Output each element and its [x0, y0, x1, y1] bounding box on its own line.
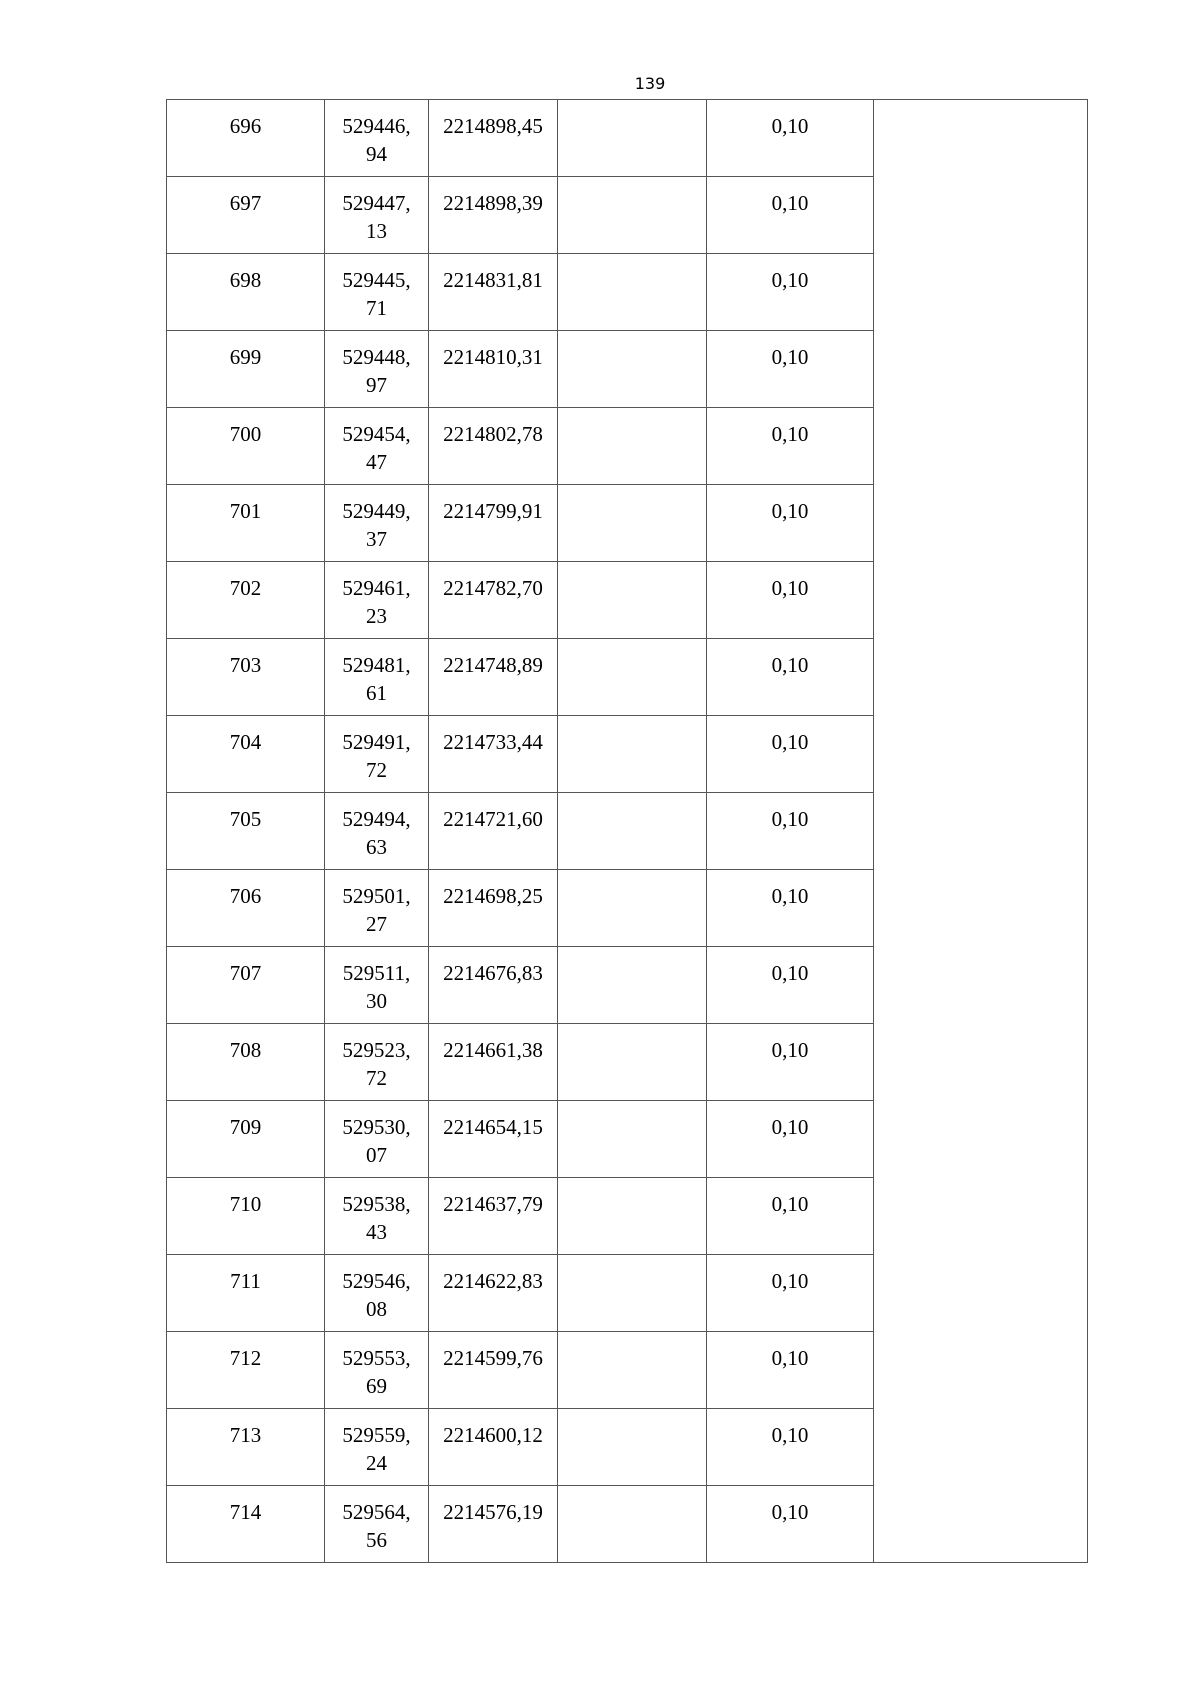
point-number-cell	[167, 1255, 325, 1332]
empty-value	[558, 947, 706, 959]
x-coordinate-fraction: 47	[366, 450, 387, 474]
point-number: 708	[229, 1038, 262, 1062]
x-coordinate-cell	[325, 254, 429, 331]
page-number: 139	[634, 74, 666, 93]
point-number: 713	[229, 1423, 262, 1447]
point-number-cell	[167, 870, 325, 947]
x-coordinate-cell	[325, 947, 429, 1024]
empty-cell	[558, 1486, 707, 1563]
accuracy-value: 0,10	[771, 807, 809, 831]
x-coordinate-cell	[325, 485, 429, 562]
table-row	[167, 485, 1088, 562]
x-coordinate-fraction: 27	[366, 912, 387, 936]
x-coordinate-fraction: 07	[366, 1143, 387, 1167]
empty-cell	[558, 1409, 707, 1486]
x-coordinate-fraction: 43	[366, 1220, 387, 1244]
y-coordinate-cell	[429, 562, 558, 639]
y-coordinate-cell	[429, 1332, 558, 1409]
y-coordinate: 2214637,79	[443, 1192, 543, 1216]
accuracy-cell	[707, 716, 874, 793]
y-coordinate-cell	[429, 1255, 558, 1332]
y-coordinate-cell	[429, 177, 558, 254]
table-row	[167, 408, 1088, 485]
accuracy-value: 0,10	[771, 653, 809, 677]
point-number: 701	[229, 499, 262, 523]
y-coordinate-cell	[429, 870, 558, 947]
accuracy-value: 0,10	[771, 345, 809, 369]
point-number-cell	[167, 485, 325, 562]
empty-cell	[558, 793, 707, 870]
empty-value	[558, 1409, 706, 1421]
y-coordinate-cell	[429, 1486, 558, 1563]
y-coordinate: 2214622,83	[443, 1269, 543, 1293]
y-coordinate: 2214576,19	[443, 1500, 543, 1524]
accuracy-value: 0,10	[771, 1269, 809, 1293]
x-coordinate-integer: 529501,	[342, 884, 411, 908]
y-coordinate: 2214733,44	[443, 730, 543, 754]
table-row	[167, 254, 1088, 331]
y-coordinate: 2214802,78	[443, 422, 543, 446]
accuracy-cell	[707, 639, 874, 716]
x-coordinate-cell	[325, 1255, 429, 1332]
description-cell	[874, 1486, 1088, 1563]
table-row	[167, 1486, 1088, 1563]
point-number: 703	[229, 653, 262, 677]
x-coordinate-cell	[325, 793, 429, 870]
empty-cell	[558, 254, 707, 331]
accuracy-value: 0,10	[771, 1423, 809, 1447]
y-coordinate: 2214748,89	[443, 653, 543, 677]
y-coordinate-cell	[429, 1024, 558, 1101]
point-number: 712	[229, 1346, 262, 1370]
empty-value	[558, 562, 706, 574]
empty-value	[558, 1486, 706, 1498]
x-coordinate-fraction: 56	[366, 1528, 387, 1552]
accuracy-value: 0,10	[771, 730, 809, 754]
x-coordinate-cell	[325, 562, 429, 639]
x-coordinate-fraction: 08	[366, 1297, 387, 1321]
x-coordinate-integer: 529546,	[342, 1269, 411, 1293]
accuracy-cell	[707, 870, 874, 947]
x-coordinate-cell	[325, 1486, 429, 1563]
table-row	[167, 639, 1088, 716]
table-row	[167, 1024, 1088, 1101]
y-coordinate: 2214600,12	[443, 1423, 543, 1447]
point-number: 702	[229, 576, 262, 600]
point-number: 696	[229, 114, 262, 138]
y-coordinate: 2214599,76	[443, 1346, 543, 1370]
y-coordinate-cell	[429, 793, 558, 870]
empty-value	[558, 870, 706, 882]
x-coordinate-fraction: 69	[366, 1374, 387, 1398]
description-cell	[874, 1255, 1088, 1332]
table-row	[167, 793, 1088, 870]
table-body	[167, 100, 1088, 1563]
empty-cell	[558, 947, 707, 1024]
y-coordinate-cell	[429, 947, 558, 1024]
x-coordinate-cell	[325, 716, 429, 793]
x-coordinate-fraction: 30	[366, 989, 387, 1013]
accuracy-cell	[707, 100, 874, 177]
x-coordinate-integer: 529564,	[342, 1500, 411, 1524]
description-cell	[874, 408, 1088, 485]
y-coordinate-cell	[429, 331, 558, 408]
point-number: 705	[229, 807, 262, 831]
x-coordinate-fraction: 61	[366, 681, 387, 705]
point-number-cell	[167, 947, 325, 1024]
point-number-cell	[167, 1101, 325, 1178]
table-row	[167, 1332, 1088, 1409]
x-coordinate-cell	[325, 1178, 429, 1255]
x-coordinate-fraction: 72	[366, 1066, 387, 1090]
x-coordinate-cell	[325, 870, 429, 947]
accuracy-value: 0,10	[771, 1500, 809, 1524]
point-number-cell	[167, 254, 325, 331]
empty-cell	[558, 408, 707, 485]
empty-value	[558, 485, 706, 497]
description-cell	[874, 331, 1088, 408]
accuracy-cell	[707, 254, 874, 331]
empty-value	[558, 1101, 706, 1113]
accuracy-value: 0,10	[771, 268, 809, 292]
empty-cell	[558, 331, 707, 408]
empty-value	[558, 100, 706, 112]
point-number-cell	[167, 639, 325, 716]
table-row	[167, 177, 1088, 254]
empty-value	[558, 716, 706, 728]
accuracy-cell	[707, 1178, 874, 1255]
x-coordinate-cell	[325, 1409, 429, 1486]
x-coordinate-cell	[325, 177, 429, 254]
accuracy-value: 0,10	[771, 422, 809, 446]
point-number: 711	[230, 1269, 261, 1293]
accuracy-value: 0,10	[771, 114, 809, 138]
y-coordinate-cell	[429, 100, 558, 177]
accuracy-value: 0,10	[771, 1038, 809, 1062]
table-row	[167, 562, 1088, 639]
accuracy-cell	[707, 1409, 874, 1486]
x-coordinate-fraction: 24	[366, 1451, 387, 1475]
point-number-cell	[167, 331, 325, 408]
x-coordinate-fraction: 94	[366, 142, 387, 166]
accuracy-value: 0,10	[771, 1115, 809, 1139]
point-number-cell	[167, 1332, 325, 1409]
table-row	[167, 947, 1088, 1024]
table-row	[167, 870, 1088, 947]
x-coordinate-integer: 529553,	[342, 1346, 411, 1370]
table-row	[167, 1255, 1088, 1332]
y-coordinate-cell	[429, 1101, 558, 1178]
point-number: 699	[229, 345, 262, 369]
x-coordinate-fraction: 23	[366, 604, 387, 628]
description-cell	[874, 254, 1088, 331]
accuracy-cell	[707, 1332, 874, 1409]
empty-cell	[558, 100, 707, 177]
accuracy-value: 0,10	[771, 961, 809, 985]
accuracy-value: 0,10	[771, 1346, 809, 1370]
empty-value	[558, 331, 706, 343]
y-coordinate: 2214782,70	[443, 576, 543, 600]
empty-value	[558, 793, 706, 805]
table-row	[167, 1178, 1088, 1255]
empty-value	[558, 1255, 706, 1267]
x-coordinate-cell	[325, 1024, 429, 1101]
table-row	[167, 716, 1088, 793]
x-coordinate-integer: 529538,	[342, 1192, 411, 1216]
accuracy-cell	[707, 1255, 874, 1332]
empty-value	[558, 408, 706, 420]
x-coordinate-integer: 529461,	[342, 576, 411, 600]
y-coordinate: 2214799,91	[443, 499, 543, 523]
y-coordinate-cell	[429, 639, 558, 716]
table-row	[167, 100, 1088, 177]
point-number-cell	[167, 408, 325, 485]
x-coordinate-fraction: 72	[366, 758, 387, 782]
x-coordinate-integer: 529481,	[342, 653, 411, 677]
x-coordinate-fraction: 71	[366, 296, 387, 320]
description-cell	[874, 485, 1088, 562]
empty-cell	[558, 485, 707, 562]
y-coordinate-cell	[429, 1409, 558, 1486]
empty-cell	[558, 716, 707, 793]
empty-cell	[558, 1101, 707, 1178]
x-coordinate-integer: 529454,	[342, 422, 411, 446]
x-coordinate-fraction: 13	[366, 219, 387, 243]
y-coordinate-cell	[429, 254, 558, 331]
point-number-cell	[167, 100, 325, 177]
point-number: 698	[229, 268, 262, 292]
x-coordinate-integer: 529491,	[342, 730, 411, 754]
y-coordinate: 2214698,25	[443, 884, 543, 908]
description-cell	[874, 1332, 1088, 1409]
empty-cell	[558, 1255, 707, 1332]
description-cell	[874, 177, 1088, 254]
description-cell	[874, 100, 1088, 177]
point-number: 706	[229, 884, 262, 908]
empty-cell	[558, 177, 707, 254]
point-number: 697	[229, 191, 262, 215]
accuracy-value: 0,10	[771, 1192, 809, 1216]
point-number-cell	[167, 1486, 325, 1563]
y-coordinate: 2214654,15	[443, 1115, 543, 1139]
accuracy-cell	[707, 793, 874, 870]
table-row	[167, 331, 1088, 408]
table-row	[167, 1409, 1088, 1486]
table-row	[167, 1101, 1088, 1178]
x-coordinate-fraction: 63	[366, 835, 387, 859]
y-coordinate: 2214721,60	[443, 807, 543, 831]
empty-cell	[558, 1024, 707, 1101]
accuracy-cell	[707, 1024, 874, 1101]
accuracy-cell	[707, 485, 874, 562]
x-coordinate-integer: 529494,	[342, 807, 411, 831]
y-coordinate-cell	[429, 716, 558, 793]
empty-value	[558, 254, 706, 266]
x-coordinate-integer: 529447,	[342, 191, 411, 215]
x-coordinate-cell	[325, 1332, 429, 1409]
point-number-cell	[167, 1024, 325, 1101]
empty-value	[558, 1024, 706, 1036]
description-cell	[874, 562, 1088, 639]
x-coordinate-integer: 529511,	[342, 961, 411, 985]
point-number: 707	[229, 961, 262, 985]
accuracy-cell	[707, 947, 874, 1024]
y-coordinate: 2214661,38	[443, 1038, 543, 1062]
empty-cell	[558, 1178, 707, 1255]
empty-value	[558, 177, 706, 189]
accuracy-cell	[707, 1486, 874, 1563]
point-number: 710	[229, 1192, 262, 1216]
point-number: 714	[229, 1500, 262, 1524]
accuracy-cell	[707, 331, 874, 408]
y-coordinate: 2214898,39	[443, 191, 543, 215]
description-cell	[874, 947, 1088, 1024]
empty-cell	[558, 1332, 707, 1409]
accuracy-value: 0,10	[771, 884, 809, 908]
empty-cell	[558, 562, 707, 639]
y-coordinate-cell	[429, 1178, 558, 1255]
point-number: 704	[229, 730, 262, 754]
y-coordinate: 2214810,31	[443, 345, 543, 369]
x-coordinate-integer: 529523,	[342, 1038, 411, 1062]
point-number-cell	[167, 1178, 325, 1255]
description-cell	[874, 1024, 1088, 1101]
x-coordinate-integer: 529449,	[342, 499, 411, 523]
description-cell	[874, 1409, 1088, 1486]
empty-cell	[558, 639, 707, 716]
point-number-cell	[167, 793, 325, 870]
accuracy-cell	[707, 408, 874, 485]
x-coordinate-cell	[325, 331, 429, 408]
x-coordinate-integer: 529448,	[342, 345, 411, 369]
point-number-cell	[167, 1409, 325, 1486]
x-coordinate-integer: 529559,	[342, 1423, 411, 1447]
x-coordinate-integer: 529446,	[342, 114, 411, 138]
y-coordinate: 2214676,83	[443, 961, 543, 985]
description-cell	[874, 793, 1088, 870]
x-coordinate-fraction: 37	[366, 527, 387, 551]
description-cell	[874, 870, 1088, 947]
empty-value	[558, 639, 706, 651]
point-number-cell	[167, 562, 325, 639]
point-number-cell	[167, 716, 325, 793]
description-cell	[874, 716, 1088, 793]
y-coordinate-cell	[429, 408, 558, 485]
empty-value	[558, 1178, 706, 1190]
point-number-cell	[167, 177, 325, 254]
point-number: 709	[229, 1115, 262, 1139]
empty-value	[558, 1332, 706, 1344]
y-coordinate: 2214831,81	[443, 268, 543, 292]
accuracy-cell	[707, 562, 874, 639]
empty-cell	[558, 870, 707, 947]
point-number: 700	[229, 422, 262, 446]
description-cell	[874, 1101, 1088, 1178]
y-coordinate-cell	[429, 485, 558, 562]
x-coordinate-cell	[325, 408, 429, 485]
x-coordinate-cell	[325, 639, 429, 716]
x-coordinate-integer: 529445,	[342, 268, 411, 292]
description-cell	[874, 639, 1088, 716]
x-coordinate-integer: 529530,	[342, 1115, 411, 1139]
x-coordinate-fraction: 97	[366, 373, 387, 397]
x-coordinate-cell	[325, 100, 429, 177]
accuracy-value: 0,10	[771, 576, 809, 600]
accuracy-cell	[707, 1101, 874, 1178]
x-coordinate-cell	[325, 1101, 429, 1178]
accuracy-value: 0,10	[771, 191, 809, 215]
coordinates-table	[166, 99, 1088, 1563]
accuracy-cell	[707, 177, 874, 254]
description-cell	[874, 1178, 1088, 1255]
y-coordinate: 2214898,45	[443, 114, 543, 138]
accuracy-value: 0,10	[771, 499, 809, 523]
